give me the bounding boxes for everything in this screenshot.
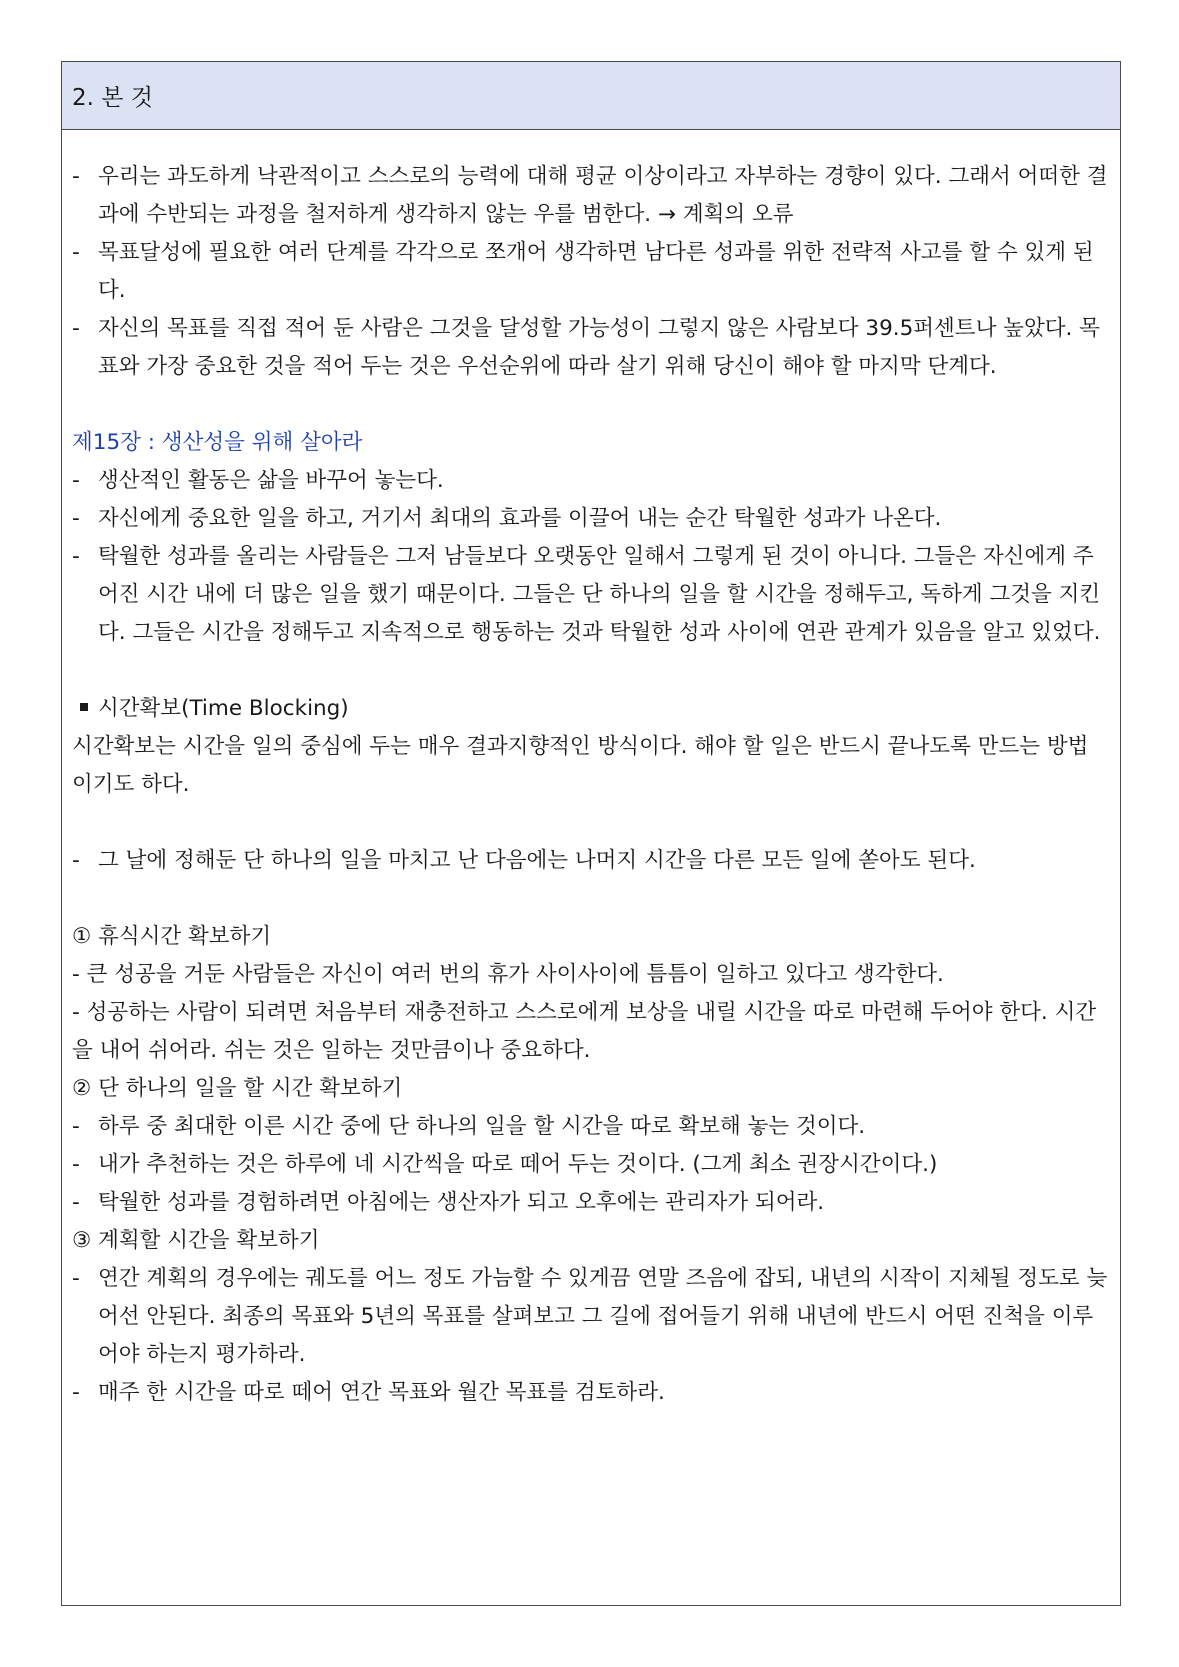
subsection-title: 시간확보(Time Blocking)	[72, 690, 1108, 728]
list-item: - 탁월한 성과를 올리는 사람들은 그저 남들보다 오랫동안 일해서 그렇게 된 것이 아니다. 그들은 자신에게 주어진 시간 내에 더 많은 일을 했기 때문이다. 그들은 단 하나의 일을 할 시간을 정해두고, 독하게 그것을 지킨다. 그들은 시간을 정해두고 지속적으로 행동하는 것과 탁월한 성과 사이에 연관 관계가 있음을 알고 있었다.	[72, 544, 1101, 645]
subsection-title: ① 휴식시간 확보하기	[72, 924, 272, 949]
list-item: - 매주 한 시간을 따로 떼어 연간 목표와 월간 목표를 검토하라.	[72, 1380, 665, 1405]
subsection-title: ③ 계획할 시간을 확보하기	[72, 1228, 320, 1253]
list-item: - 탁월한 성과를 경험하려면 아침에는 생산자가 되고 오후에는 관리자가 되어라.	[72, 1190, 825, 1215]
paragraph: 시간확보는 시간을 일의 중심에 두는 매우 결과지향적인 방식이다. 해야 할 일은 반드시 끝나도록 만드는 방법이기도 하다.	[72, 734, 1089, 797]
list-item: - 자신에게 중요한 일을 하고, 거기서 최대의 효과를 이끌어 내는 순간 탁월한 성과가 나온다.	[72, 506, 942, 531]
spacer	[72, 804, 1108, 842]
chapter-title: 제15장 : 생산성을 위해 살아라	[72, 430, 363, 455]
subsection-title: ② 단 하나의 일을 할 시간 확보하기	[72, 1076, 403, 1101]
spacer	[72, 652, 1108, 690]
spacer	[72, 386, 1108, 424]
list-item: - 성공하는 사람이 되려면 처음부터 재충전하고 스스로에게 보상을 내릴 시간을 따로 마련해 두어야 한다. 시간을 내어 쉬어라. 쉬는 것은 일하는 것만큼이나 중요하다.	[72, 1000, 1097, 1063]
list-item: - 그 날에 정해둔 단 하나의 일을 마치고 난 다음에는 나머지 시간을 다른 모든 일에 쏟아도 된다.	[72, 848, 976, 873]
list-item: - 목표달성에 필요한 여러 단계를 각각으로 쪼개어 생각하면 남다른 성과를 위한 전략적 사고를 할 수 있게 된다.	[72, 240, 1094, 303]
content-table	[61, 61, 1121, 1606]
list-item: - 자신의 목표를 직접 적어 둔 사람은 그것을 달성할 가능성이 그렇지 않은 사람보다 39.5퍼센트나 높았다. 목표와 가장 중요한 것을 적어 두는 것은 우선순위에 따라 살기 위해 당신이 해야 할 마지막 단계다.	[72, 316, 1100, 379]
section-header	[62, 62, 1120, 130]
list-item: - 큰 성공을 거둔 사람들은 자신이 여러 번의 휴가 사이사이에 틈틈이 일하고 있다고 생각한다.	[72, 962, 944, 987]
list-item: - 연간 계획의 경우에는 궤도를 어느 정도 가늠할 수 있게끔 연말 즈음에 잡되, 내년의 시작이 지체될 정도로 늦어선 안된다. 최종의 목표와 5년의 목표를 살펴보고 그 길에 접어들기 위해 내년에 반드시 어떤 진척을 이루어야 하는지 평가하라.	[72, 1266, 1108, 1367]
list-item: - 하루 중 최대한 이른 시간 중에 단 하나의 일을 할 시간을 따로 확보해 놓는 것이다.	[72, 1114, 866, 1139]
section-header-text: 2. 본 것	[72, 85, 154, 111]
spacer	[72, 880, 1108, 918]
section-body	[62, 130, 1120, 1412]
list-item: - 우리는 과도하게 낙관적이고 스스로의 능력에 대해 평균 이상이라고 자부하는 경향이 있다. 그래서 어떠한 결과에 수반되는 과정을 철저하게 생각하지 않는 우를 범한다. → 계획의 오류	[72, 164, 1108, 227]
list-item: - 생산적인 활동은 삶을 바꾸어 놓는다.	[72, 468, 444, 493]
list-item: - 내가 추천하는 것은 하루에 네 시간씩을 따로 떼어 두는 것이다. (그게 최소 권장시간이다.)	[72, 1152, 938, 1177]
square-bullet-icon	[80, 703, 88, 711]
